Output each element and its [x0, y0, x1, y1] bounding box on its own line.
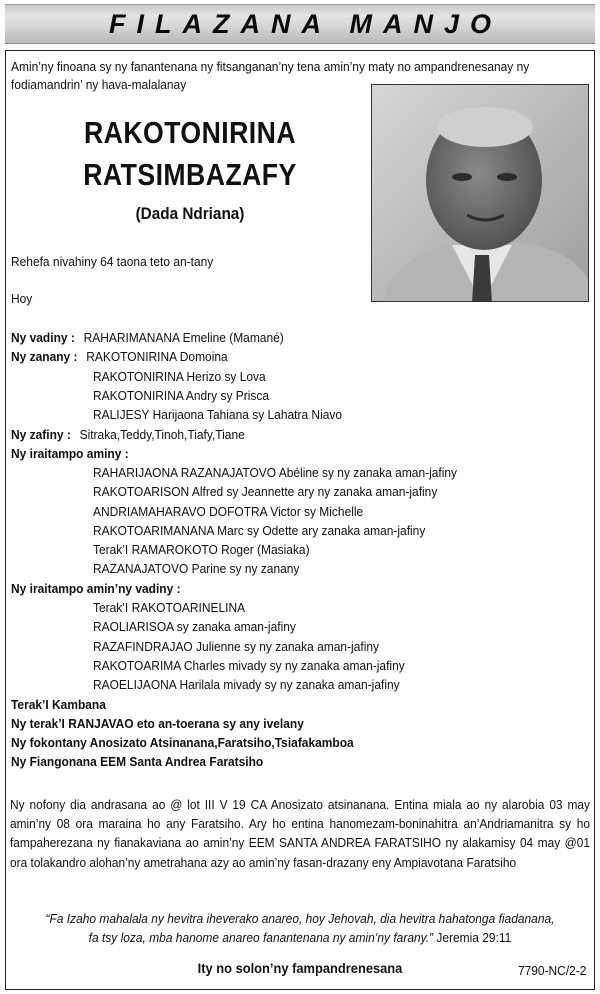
bible-quote — [0, 909, 600, 947]
list-item: Ny terak’I RANJAVAO eto an-toerana sy any ivelany — [11, 716, 304, 731]
hoy-line: Hoy — [11, 291, 33, 306]
deceased-surname: RAKOTONIRINA — [83, 115, 297, 150]
closing-line: Ity no solon’ny fampandrenesana — [197, 960, 403, 976]
deceased-nickname: (Dada Ndriana) — [135, 204, 245, 223]
list-item: Ny fokontany Anosizato Atsinanana,Faratsiho,Tsiafakamboa — [11, 735, 354, 750]
list-item: RAKOTONIRINA Domoina — [86, 349, 228, 364]
list-item: Terak’I RAKOTOARINELINA — [93, 600, 246, 615]
list-item: RAZAFINDRAJAO Julienne sy ny zanaka aman-jafiny — [93, 639, 380, 654]
reference-code: 7790-NC/2-2 — [517, 963, 586, 978]
deceased-portrait-photo — [371, 84, 589, 302]
grandchildren-row — [11, 426, 245, 443]
list-item: RAKOTONIRINA Herizo sy Lova — [93, 369, 266, 384]
list-item: RAKOTOARISON Alfred sy Jeannette ary ny zanaka aman-jafiny — [93, 484, 438, 499]
list-item: Ny Fiangonana EEM Santa Andrea Faratsiho — [11, 754, 264, 769]
children-row — [11, 348, 228, 365]
deceased-name: RATSIMBAZAFY — [83, 157, 297, 192]
list-item: RAKOTONIRINA Andry sy Prisca — [93, 388, 270, 403]
header-banner — [5, 4, 595, 44]
quote-line-1: “Fa Izaho mahalala ny hevitra iheverako anareo, hoy Jehovah, dia hevitra hahatonga fiadanana, — [45, 911, 555, 926]
page-title: FILAZANA MANJO — [109, 8, 502, 39]
list-item: ANDRIAMAHARAVO DOFOTRA Victor sy Michelle — [93, 504, 364, 519]
children-label: Ny zanany : — [11, 349, 78, 364]
grandchildren-value: Sitraka,Teddy,Tinoh,Tiafy,Tiane — [79, 427, 245, 442]
list-item: RAKOTOARIMA Charles mivady sy ny zanaka aman-jafiny — [93, 658, 405, 673]
quote-line-2: fa tsy loza, mba hanome anareo fanantenana ny amin’ny farany.” — [88, 930, 434, 945]
siblings-label: Ny iraitampo aminy : — [11, 446, 129, 461]
spouse-row — [11, 329, 284, 346]
list-item: RAZANAJATOVO Parine sy ny zanany — [93, 561, 300, 576]
quote-reference: Jeremia 29:11 — [436, 930, 512, 945]
list-item: Terak’I RAMAROKOTO Roger (Masiaka) — [93, 542, 310, 557]
funeral-arrangements-text: Ny nofony dia andrasana ao @ lot III V 19 CA Anosizato atsinanana. Entina miala ao ny alarobia 03 may amin’ny 08 ora maraina ho any Faratsiho. Ary ho entina hanomezam-boninahitra an’Andriamanitra sy ho fampaherezana ny fianakaviana ao amin’ny EEM SANTA ANDREA FARATSIHO ny alakamisy 04 may @01 ora tolakandro alohan’ny ametrahana azy ao amin’ny fasan-drazany eny Ampiavotana Faratsiho — [10, 797, 590, 870]
intro-text: Amin’ny finoana sy ny fanantenana ny fitsanganan’ny tena amin’ny maty no ampandrenesanay ny fodiamandrin’ ny hava-malalanay — [11, 59, 530, 92]
list-item: RAKOTOARIMANANA Marc sy Odette ary zanaka aman-jafiny — [93, 523, 426, 538]
list-item: RAOELIJAONA Harilala mivady sy ny zanaka aman-jafiny — [93, 677, 400, 692]
quote-line-2-row — [30, 928, 570, 947]
list-item: RAOLIARISOA sy zanaka aman-jafiny — [93, 619, 296, 634]
list-item: Terak’I Kambana — [11, 697, 106, 712]
age-line: Rehefa nivahiny 64 taona teto an-tany — [11, 254, 214, 269]
spouse-value: RAHARIMANANA Emeline (Mamané) — [83, 330, 284, 345]
spouse-siblings-label: Ny iraitampo amin’ny vadiny : — [11, 581, 181, 596]
spouse-label: Ny vadiny : — [11, 330, 75, 345]
grandchildren-label: Ny zafiny : — [11, 427, 71, 442]
list-item: RALIJESY Harijaona Tahiana sy Lahatra Niavo — [93, 407, 343, 422]
list-item: RAHARIJAONA RAZANAJATOVO Abéline sy ny zanaka aman-jafiny — [93, 465, 458, 480]
